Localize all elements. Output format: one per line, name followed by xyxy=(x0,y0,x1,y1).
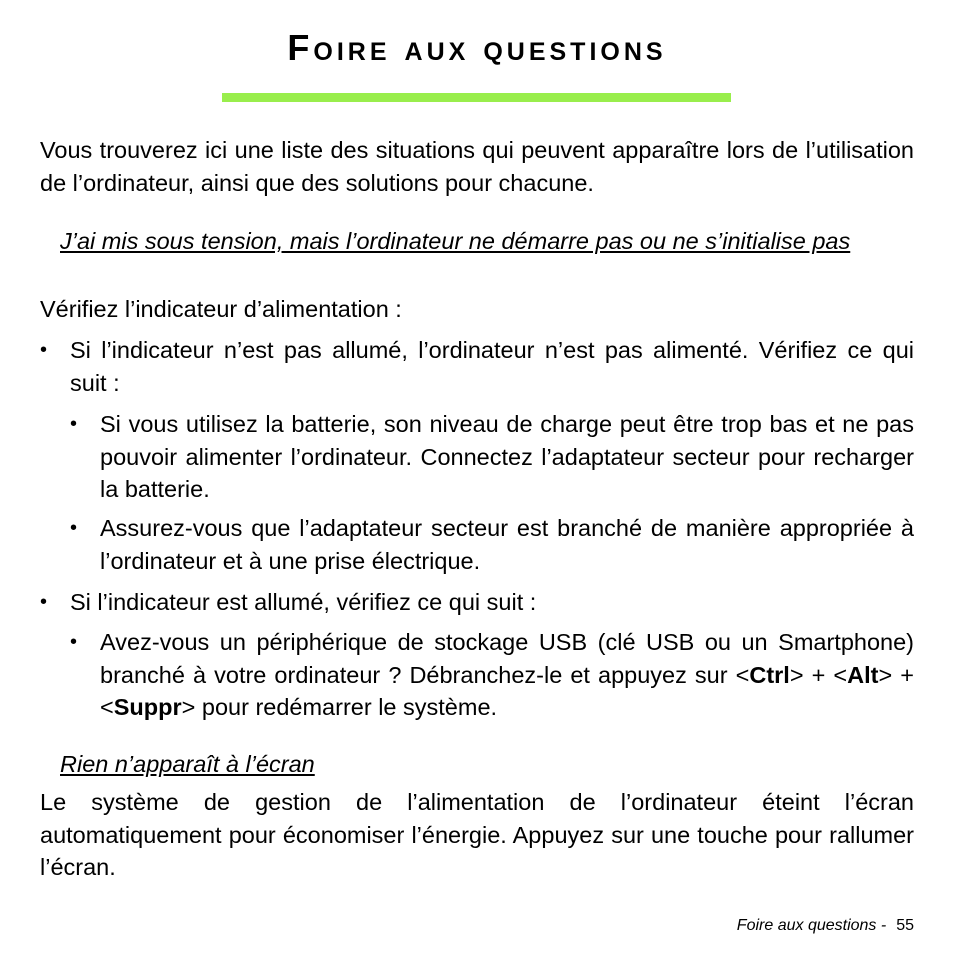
key-alt: Alt xyxy=(847,661,879,688)
list-item-text: Assurez-vous que l’adaptateur secteur est branché de manière appropriée à l’ordinateur et à une prise électrique. xyxy=(100,515,914,574)
list-item xyxy=(70,626,914,724)
usb-advice-end: > pour redémarrer le système. xyxy=(181,694,498,720)
list-item xyxy=(40,334,914,399)
footer-label: Foire aux questions - xyxy=(736,917,887,934)
title-underline-bar xyxy=(222,93,731,102)
list-item xyxy=(70,512,914,577)
bullet-icon: • xyxy=(70,517,78,539)
list-item-text: Si l’indicateur n’est pas allumé, l’ordinateur n’est pas alimenté. Vérifiez ce qui suit : xyxy=(70,337,914,396)
key-suppr: Suppr xyxy=(113,694,182,720)
list-item-text xyxy=(100,629,914,720)
list-item-text: Si l’indicateur est allumé, vérifiez ce qui suit : xyxy=(70,589,537,615)
key-ctrl: Ctrl xyxy=(749,661,790,688)
intro-paragraph: Vous trouverez ici une liste des situations qui peuvent apparaître lors de l’utilisation de l’ordinateur, ainsi que des solutions pour chacune. xyxy=(40,137,914,196)
power-indicator-lead: Vérifiez l’indicateur d’alimentation : xyxy=(40,296,402,322)
page-footer xyxy=(737,917,914,935)
bullet-icon: • xyxy=(40,591,48,613)
key-separator: > + < xyxy=(789,661,848,688)
page-title: Foire aux questions xyxy=(287,27,667,68)
section-heading-no-display: Rien n’apparaît à l’écran xyxy=(60,751,315,777)
bullet-icon: • xyxy=(40,339,48,361)
list-item-text: Si vous utilisez la batterie, son niveau de charge peut être trop bas et ne pas pouvoir alimenter l’ordinateur. Connectez l’adaptateur secteur pour recharger la batterie. xyxy=(100,411,914,502)
bullet-icon: • xyxy=(70,413,78,435)
page-number: 55 xyxy=(896,917,914,934)
list-item xyxy=(40,586,914,619)
list-item xyxy=(70,408,914,506)
bullet-icon: • xyxy=(70,631,78,653)
key-separator: > + < xyxy=(100,661,914,720)
no-display-paragraph: Le système de gestion de l’alimentation de l’ordinateur éteint l’écran automatiquement pour économiser l’énergie. Appuyez sur une touche pour rallumer l’écran. xyxy=(40,789,914,880)
section-heading-power-on: J’ai mis sous tension, mais l’ordinateur ne démarre pas ou ne s’initialise pas xyxy=(60,228,851,254)
usb-advice-text: Avez-vous un périphérique de stockage USB (clé USB ou un Smartphone) branché à votre ordinateur ? Débranchez-le et appuyez sur < xyxy=(100,629,914,688)
